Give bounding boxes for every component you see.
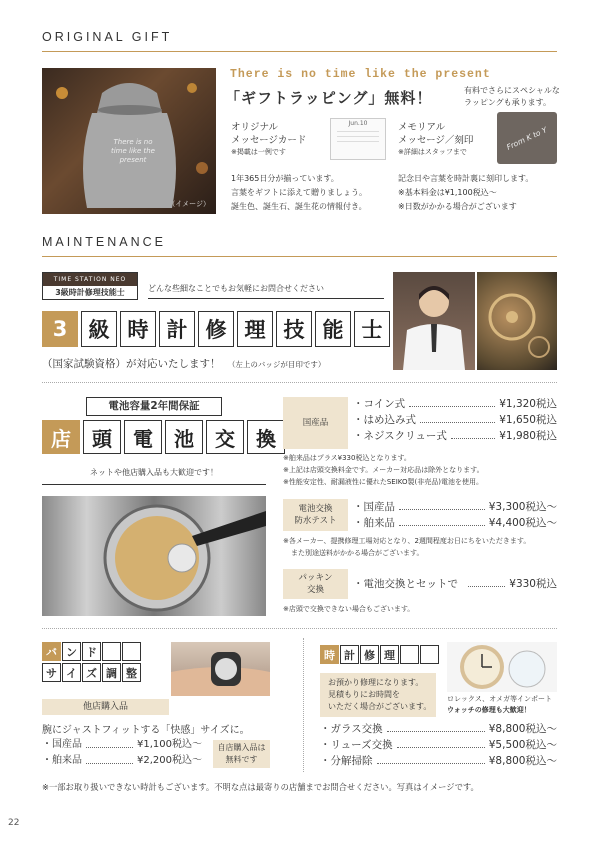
message-card-title-1: オリジナル [231,122,279,133]
other-store-label: 他店購入品 [42,699,169,715]
band-row-domestic [42,737,202,753]
battery-char-2: 電 [124,420,162,454]
battery-guarantee: 電池容量2年間保証 [86,397,222,416]
repair-estimate [320,673,436,717]
engrave-title-2: メッセージ／刻印 [398,135,474,146]
band-wrist-image [171,642,270,696]
repair-photo [447,642,557,692]
gift-photo [42,68,216,214]
cert-char-0: 3 [42,311,78,347]
band-char-2: ド [82,642,101,661]
band-row-import-price: ¥2,200税込～ [137,755,202,766]
message-card-date: Jun.10 [348,120,368,127]
band-row-domestic-name: ・国産品 [42,739,82,750]
consult-rule [148,298,384,299]
divider-vertical [303,638,304,772]
repair-estimate-3: いただく場合がございます。 [328,702,432,711]
packing-price [353,576,557,592]
message-card-note: ※掲載は一例です [231,148,286,156]
technician-image [393,272,475,370]
repair-price-list [320,721,557,769]
repair-rolex-2: ウォッチの修理も大歓迎！ [447,706,531,714]
movement-photo [477,272,557,370]
battery-row-coin-price: ¥1,320税込 [499,398,557,410]
battery-watch-image [42,496,266,616]
gift-tagline: There is no time like the present [230,68,491,81]
battery-row-coin-name: ・コイン式 [353,398,406,410]
repair-char-0: 時 [320,645,339,664]
packing-label-2: 交換 [306,585,324,595]
cert-sub-small: （左上のバッジが目印です） [227,360,326,369]
waterproof-row-domestic [353,499,557,515]
cert-char-6: 技 [276,311,312,347]
repair-rolex [447,694,552,716]
cert-char-4: 修 [198,311,234,347]
waterproof-row-domestic-name: ・国産品 [353,501,395,513]
size-char-2: ズ [82,663,101,682]
cert-char-8: 士 [354,311,390,347]
waterproof-row-import [353,515,557,531]
waterproof-label-2: 防水テスト [294,516,337,526]
message-card-title [231,121,306,158]
certified-technician-banner [42,311,390,347]
repair-estimate-2: 見積もりにお時間を [328,690,400,699]
packing-row-name: ・電池交換とセットで [353,578,458,590]
repair-char-3: 理 [380,645,399,664]
repair-watch-image [447,642,557,692]
message-card-title-2: メッセージカード [231,135,307,146]
repair-row-crown-name: ・リューズ交換 [320,739,393,751]
badge-brand: TIME STATION NEO [43,273,137,286]
cert-char-1: 級 [81,311,117,347]
waterproof-note-1: ※各メーカー、提携修理工場対応となり、2週間程度お日にちをいただきます。 [283,537,531,545]
repair-row-overhaul-name: ・分解掃除 [320,755,373,767]
band-photo [171,642,270,696]
battery-char-1: 頭 [83,420,121,454]
engrave-note: ※詳細はスタッフまで [398,148,467,156]
waterproof-price-list [353,499,557,531]
repair-row-overhaul-price: ¥8,800税込～ [488,755,557,767]
card-desc-3: 誕生色、誕生石、誕生花の情報付き。 [231,202,367,211]
card-desc-1: 1年365日分が揃っています。 [231,174,339,183]
repair-row-glass-price: ¥8,800税込～ [488,723,557,735]
band-free-label [213,740,270,768]
gift-wrap-note-2: ラッピングも承ります。 [464,98,552,107]
footer-note: ※一部お取り扱いできない時計もございます。不明な点は最寄りの店舗までお問合せください。写真はイメージです。 [42,782,479,792]
engrave-sample-text: From K to Y [505,124,549,152]
maintenance-rule [42,256,557,257]
gift-photo-caption: （イメージ） [168,200,210,208]
battery-banner [42,420,285,454]
repair-row-glass-name: ・ガラス交換 [320,723,383,735]
band-title [42,642,141,682]
cert-char-7: 能 [315,311,351,347]
repair-row-overhaul [320,753,557,769]
gift-rule [42,51,557,52]
repair-char-5 [420,645,439,664]
battery-char-4: 交 [206,420,244,454]
battery-row-snap [353,412,557,428]
band-char-0: バ [42,642,61,661]
battery-row-screw-price: ¥1,980税込 [499,430,557,442]
battery-row-coin [353,396,557,412]
battery-char-0: 店 [42,420,80,454]
waterproof-note-2: また別途送料がかかる場合がございます。 [291,549,424,557]
gift-wrap-note-1: 有料でさらにスペシャルな [464,86,560,95]
page-number: 22 [8,818,20,828]
domestic-label: 国産品 [283,397,348,449]
divider-1 [42,382,557,383]
packing-label-1: パッキン [298,573,333,583]
size-char-3: 調 [102,663,121,682]
battery-welcome: ネットや他店購入品も大歓迎です！ [90,468,218,477]
packing-row [353,576,557,592]
engrave-title [398,121,473,158]
engrave-desc-2: ※基本料金は¥1,100税込～ [398,188,497,197]
engrave-title-1: メモリアル [398,122,446,133]
battery-notes [283,452,484,488]
technician-photo [393,272,475,370]
waterproof-row-import-price: ¥4,400税込～ [488,517,557,529]
cert-subtext [42,356,325,371]
battery-note-0: ※舶来品はプラス¥330税込となります。 [283,454,411,462]
gift-heading: ORIGINAL GIFT [42,30,173,44]
engrave-sample [497,112,557,164]
repair-rolex-1: ロレックス、オメガ等インポート [447,695,552,703]
engrave-desc-3: ※日数がかかる場合がございます [398,202,517,211]
divider-2 [42,628,557,629]
battery-price-list [353,396,557,444]
repair-estimate-1: お預かり修理になります。 [328,678,424,687]
battery-welcome-rule [42,484,266,485]
battery-row-screw [353,428,557,444]
band-row-domestic-price: ¥1,100税込～ [137,739,202,750]
band-desc: 腕にジャストフィットする「快感」サイズに。 [42,725,250,736]
gift-wrap-title: 「ギフトラッピング」無料！ [225,89,433,107]
cert-char-2: 時 [120,311,156,347]
card-desc-2: 言葉をギフトに添えて贈りましょう。 [231,188,367,197]
size-char-4: 整 [122,663,141,682]
movement-image [477,272,557,370]
gift-bag-text: There is no time like the present [110,138,155,164]
band-free-1: 自店購入品は [217,743,266,752]
size-char-1: イ [62,663,81,682]
battery-note-1: ※上記は店頭交換料金です。メーカー対応品は除外となります。 [283,466,484,474]
band-char-4 [122,642,141,661]
waterproof-test-label [283,499,348,531]
message-card-sample [330,118,386,160]
band-price-list [42,737,202,769]
band-char-3 [102,642,121,661]
battery-row-screw-name: ・ネジスクリュー式 [353,430,447,442]
waterproof-label-1: 電池交換 [298,504,333,514]
repair-row-glass [320,721,557,737]
badge-level: 3級時計修理技能士 [55,288,125,297]
battery-char-5: 換 [247,420,285,454]
packing-note: ※店頭で交換できない場合もございます。 [283,605,415,613]
battery-row-snap-name: ・はめ込み式 [353,414,416,426]
maintenance-heading: MAINTENANCE [42,235,166,249]
battery-row-snap-price: ¥1,650税込 [499,414,557,426]
band-row-import-name: ・舶来品 [42,755,82,766]
engrave-desc [398,172,533,214]
battery-note-2: ※性能安定性、耐漏液性に優れたSEIKO製(非売品)電池を使用。 [283,478,483,486]
repair-char-1: 計 [340,645,359,664]
repair-char-2: 修 [360,645,379,664]
packing-label [283,569,348,599]
size-char-0: サ [42,663,61,682]
band-char-1: ン [62,642,81,661]
repair-title [320,645,439,664]
waterproof-notes [283,535,530,559]
cert-char-5: 理 [237,311,273,347]
packing-row-price: ¥330税込 [509,578,557,590]
repair-char-4 [400,645,419,664]
waterproof-row-import-name: ・舶来品 [353,517,395,529]
repair-row-crown [320,737,557,753]
technician-badge [42,272,138,300]
consult-text: どんな些細なことでもお気軽にお問合せください [148,284,324,293]
battery-photo [42,496,266,616]
card-desc [231,172,367,214]
engrave-desc-1: 記念日や言葉を時計裏に刻印します。 [398,174,534,183]
waterproof-row-domestic-price: ¥3,300税込～ [488,501,557,513]
cert-char-3: 計 [159,311,195,347]
repair-row-crown-price: ¥5,500税込～ [488,739,557,751]
band-free-2: 無料です [225,755,258,764]
band-row-import [42,753,202,769]
battery-char-3: 池 [165,420,203,454]
cert-sub: （国家試験資格）が対応いたします！ [42,358,221,370]
gift-wrap-note [464,85,560,109]
